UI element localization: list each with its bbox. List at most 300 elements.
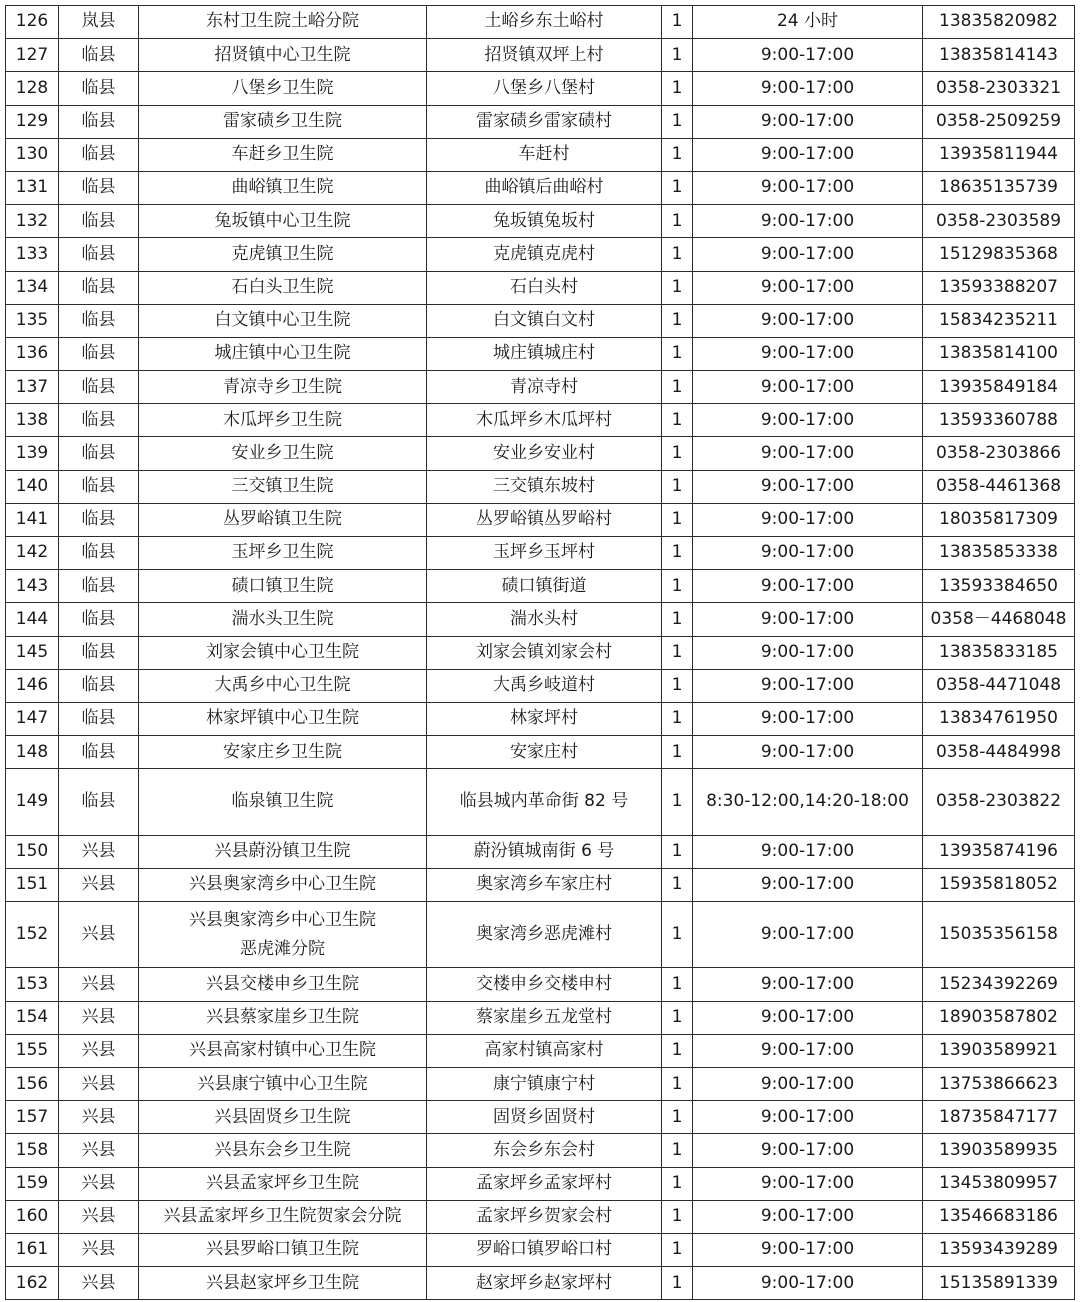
cell-address: 大禹乡岐道村 (427, 669, 662, 702)
cell-row-number: 160 (6, 1200, 59, 1233)
cell-row-number: 140 (6, 470, 59, 503)
cell-phone: 18035817309 (923, 503, 1075, 536)
table-row (6, 371, 1075, 404)
cell-county: 临县 (59, 404, 139, 437)
cell-county: 临县 (59, 371, 139, 404)
cell-hospital-name (139, 769, 427, 835)
table-row (6, 1001, 1075, 1034)
cell-row-number: 134 (6, 271, 59, 304)
cell-hospital-name (139, 1233, 427, 1266)
cell-row-number: 149 (6, 769, 59, 835)
table-row (6, 6, 1075, 39)
cell-phone: 18903587802 (923, 1001, 1075, 1034)
cell-phone: 13593388207 (923, 271, 1075, 304)
cell-service-hours: 8:30-12:00,14:20-18:00 (693, 769, 923, 835)
hospital-name-line: 兴县罗峪口镇卫生院 (206, 1239, 359, 1260)
hospital-name-line: 玉坪乡卫生院 (231, 542, 334, 563)
cell-address: 湍水头村 (427, 603, 662, 636)
hospital-name-line: 湍水头卫生院 (231, 608, 334, 629)
cell-row-number: 153 (6, 968, 59, 1001)
cell-address: 蔚汾镇城南街 6 号 (427, 835, 662, 868)
cell-service-hours: 9:00-17:00 (693, 39, 923, 72)
cell-county: 临县 (59, 138, 139, 171)
hospital-name-line: 克虎镇卫生院 (231, 243, 334, 264)
cell-address: 安业乡安业村 (427, 437, 662, 470)
cell-phone: 0358-2303822 (923, 769, 1075, 835)
cell-hospital-name (139, 6, 427, 39)
cell-count: 1 (662, 1034, 693, 1067)
cell-count: 1 (662, 1101, 693, 1134)
cell-county: 临县 (59, 337, 139, 370)
cell-county: 兴县 (59, 1267, 139, 1300)
cell-address: 玉坪乡玉坪村 (427, 537, 662, 570)
cell-county: 临县 (59, 72, 139, 105)
cell-address: 安家庄村 (427, 736, 662, 769)
cell-row-number: 136 (6, 337, 59, 370)
cell-address: 奥家湾乡恶虎滩村 (427, 902, 662, 968)
table-row (6, 503, 1075, 536)
cell-county: 临县 (59, 503, 139, 536)
cell-service-hours: 9:00-17:00 (693, 304, 923, 337)
cell-count: 1 (662, 1233, 693, 1266)
cell-hospital-name (139, 437, 427, 470)
cell-county: 临县 (59, 570, 139, 603)
cell-county: 兴县 (59, 1167, 139, 1200)
cell-address: 东会乡东会村 (427, 1134, 662, 1167)
hospital-name-line: 安家庄乡卫生院 (223, 741, 342, 762)
hospital-name-line: 兴县康宁镇中心卫生院 (197, 1073, 368, 1094)
cell-count: 1 (662, 868, 693, 901)
table-row (6, 1233, 1075, 1266)
cell-phone: 13834761950 (923, 702, 1075, 735)
cell-service-hours: 9:00-17:00 (693, 1134, 923, 1167)
cell-row-number: 155 (6, 1034, 59, 1067)
cell-county: 兴县 (59, 1001, 139, 1034)
cell-hospital-name (139, 171, 427, 204)
cell-count: 1 (662, 205, 693, 238)
hospital-name-line: 刘家会镇中心卫生院 (206, 642, 359, 663)
cell-count: 1 (662, 404, 693, 437)
cell-count: 1 (662, 1267, 693, 1300)
cell-hospital-name (139, 1134, 427, 1167)
cell-hospital-name (139, 603, 427, 636)
table-row (6, 669, 1075, 702)
cell-address: 林家坪村 (427, 702, 662, 735)
cell-hospital-name (139, 138, 427, 171)
cell-hospital-name (139, 337, 427, 370)
cell-count: 1 (662, 6, 693, 39)
cell-county: 临县 (59, 271, 139, 304)
table-row (6, 1167, 1075, 1200)
cell-county: 兴县 (59, 1034, 139, 1067)
hospital-name-line: 临泉镇卫生院 (231, 791, 334, 812)
cell-address: 克虎镇克虎村 (427, 238, 662, 271)
cell-service-hours: 9:00-17:00 (693, 537, 923, 570)
cell-service-hours: 9:00-17:00 (693, 404, 923, 437)
cell-hospital-name (139, 636, 427, 669)
cell-phone: 18735847177 (923, 1101, 1075, 1134)
cell-address: 青凉寺村 (427, 371, 662, 404)
cell-phone: 15129835368 (923, 238, 1075, 271)
cell-row-number: 154 (6, 1001, 59, 1034)
cell-hospital-name (139, 72, 427, 105)
cell-service-hours: 9:00-17:00 (693, 1233, 923, 1266)
cell-service-hours: 9:00-17:00 (693, 437, 923, 470)
cell-phone: 13835814143 (923, 39, 1075, 72)
cell-hospital-name (139, 205, 427, 238)
cell-count: 1 (662, 105, 693, 138)
table-row (6, 138, 1075, 171)
cell-count: 1 (662, 769, 693, 835)
hospital-name-line: 三交镇卫生院 (231, 476, 334, 497)
cell-service-hours: 9:00-17:00 (693, 503, 923, 536)
cell-service-hours: 9:00-17:00 (693, 868, 923, 901)
hospital-table (5, 5, 1075, 1300)
table-row (6, 1034, 1075, 1067)
cell-hospital-name (139, 503, 427, 536)
cell-row-number: 161 (6, 1233, 59, 1266)
cell-row-number: 129 (6, 105, 59, 138)
cell-count: 1 (662, 171, 693, 204)
cell-row-number: 126 (6, 6, 59, 39)
hospital-name-line: 兴县交楼申乡卫生院 (206, 973, 359, 994)
cell-hospital-name (139, 669, 427, 702)
cell-phone: 0358-4471048 (923, 669, 1075, 702)
cell-address: 交楼申乡交楼申村 (427, 968, 662, 1001)
cell-hospital-name (139, 968, 427, 1001)
cell-phone: 13546683186 (923, 1200, 1075, 1233)
table-row (6, 238, 1075, 271)
cell-count: 1 (662, 570, 693, 603)
cell-service-hours: 9:00-17:00 (693, 1101, 923, 1134)
hospital-name-line: 招贤镇中心卫生院 (214, 44, 351, 65)
cell-phone: 15234392269 (923, 968, 1075, 1001)
cell-address: 招贤镇双坪上村 (427, 39, 662, 72)
cell-phone: 0358-2303866 (923, 437, 1075, 470)
cell-service-hours: 9:00-17:00 (693, 1200, 923, 1233)
cell-row-number: 142 (6, 537, 59, 570)
hospital-name-line: 石白头卫生院 (231, 276, 334, 297)
cell-service-hours: 9:00-17:00 (693, 1167, 923, 1200)
cell-phone: 13835814100 (923, 337, 1075, 370)
cell-count: 1 (662, 371, 693, 404)
cell-address: 曲峪镇后曲峪村 (427, 171, 662, 204)
hospital-name-line: 兴县蔡家崖乡卫生院 (206, 1007, 359, 1028)
cell-address: 雷家碛乡雷家碛村 (427, 105, 662, 138)
hospital-name-line: 大禹乡中心卫生院 (214, 675, 351, 696)
table-row (6, 769, 1075, 835)
cell-phone: 13903589935 (923, 1134, 1075, 1167)
cell-hospital-name (139, 1267, 427, 1300)
cell-county: 兴县 (59, 835, 139, 868)
cell-address: 赵家坪乡赵家坪村 (427, 1267, 662, 1300)
cell-hospital-name (139, 1101, 427, 1134)
hospital-name-line: 白文镇中心卫生院 (214, 310, 351, 331)
table-body (6, 6, 1075, 1300)
cell-count: 1 (662, 304, 693, 337)
cell-phone: 0358-2509259 (923, 105, 1075, 138)
cell-address: 碛口镇街道 (427, 570, 662, 603)
hospital-name-line: 雷家碛乡卫生院 (223, 111, 342, 132)
cell-county: 兴县 (59, 968, 139, 1001)
table-row (6, 968, 1075, 1001)
cell-count: 1 (662, 902, 693, 968)
table-row (6, 470, 1075, 503)
cell-county: 兴县 (59, 1200, 139, 1233)
cell-phone: 13935874196 (923, 835, 1075, 868)
cell-county: 兴县 (59, 1233, 139, 1266)
cell-service-hours: 9:00-17:00 (693, 902, 923, 968)
cell-hospital-name (139, 1034, 427, 1067)
cell-hospital-name (139, 105, 427, 138)
hospital-name-line: 木瓜坪乡卫生院 (223, 409, 342, 430)
table-row (6, 736, 1075, 769)
hospital-name-line: 丛罗峪镇卫生院 (223, 509, 342, 530)
hospital-name-line: 碛口镇卫生院 (231, 575, 334, 596)
cell-address: 城庄镇城庄村 (427, 337, 662, 370)
cell-county: 临县 (59, 736, 139, 769)
cell-phone: 0358-4484998 (923, 736, 1075, 769)
cell-row-number: 146 (6, 669, 59, 702)
cell-count: 1 (662, 470, 693, 503)
cell-address: 白文镇白文村 (427, 304, 662, 337)
hospital-name-line: 兴县赵家坪乡卫生院 (206, 1272, 359, 1293)
cell-county: 兴县 (59, 902, 139, 968)
table-row (6, 1134, 1075, 1167)
cell-count: 1 (662, 503, 693, 536)
cell-count: 1 (662, 603, 693, 636)
cell-county: 兴县 (59, 1068, 139, 1101)
cell-phone: 13935811944 (923, 138, 1075, 171)
table-row (6, 603, 1075, 636)
hospital-name-line: 兴县蔚汾镇卫生院 (214, 841, 351, 862)
cell-address: 兔坂镇兔坂村 (427, 205, 662, 238)
cell-row-number: 133 (6, 238, 59, 271)
cell-count: 1 (662, 1134, 693, 1167)
table-row (6, 337, 1075, 370)
cell-count: 1 (662, 1167, 693, 1200)
cell-hospital-name (139, 1167, 427, 1200)
cell-address: 临县城内革命街 82 号 (427, 769, 662, 835)
cell-count: 1 (662, 636, 693, 669)
hospital-name-line: 曲峪镇卫生院 (231, 177, 334, 198)
cell-hospital-name (139, 835, 427, 868)
cell-county: 临县 (59, 238, 139, 271)
cell-hospital-name (139, 736, 427, 769)
cell-phone: 13593384650 (923, 570, 1075, 603)
cell-address: 孟家坪乡孟家坪村 (427, 1167, 662, 1200)
cell-count: 1 (662, 669, 693, 702)
hospital-name-line-2: 恶虎滩分院 (240, 938, 325, 959)
cell-row-number: 162 (6, 1267, 59, 1300)
cell-county: 临县 (59, 437, 139, 470)
cell-hospital-name (139, 868, 427, 901)
cell-hospital-name (139, 1068, 427, 1101)
cell-hospital-name (139, 404, 427, 437)
hospital-name-line: 兴县高家村镇中心卫生院 (189, 1040, 376, 1061)
cell-row-number: 131 (6, 171, 59, 204)
table-row (6, 105, 1075, 138)
table-row (6, 902, 1075, 968)
cell-service-hours: 9:00-17:00 (693, 171, 923, 204)
cell-count: 1 (662, 1200, 693, 1233)
cell-row-number: 152 (6, 902, 59, 968)
table-row (6, 868, 1075, 901)
cell-service-hours: 9:00-17:00 (693, 1001, 923, 1034)
table-row (6, 72, 1075, 105)
cell-county: 临县 (59, 669, 139, 702)
cell-phone: 13835833185 (923, 636, 1075, 669)
cell-phone: 15035356158 (923, 902, 1075, 968)
cell-county: 临县 (59, 769, 139, 835)
table-row (6, 437, 1075, 470)
cell-service-hours: 9:00-17:00 (693, 205, 923, 238)
hospital-name-line: 东村卫生院土峪分院 (206, 11, 359, 32)
cell-count: 1 (662, 72, 693, 105)
cell-phone: 15135891339 (923, 1267, 1075, 1300)
cell-count: 1 (662, 702, 693, 735)
table-row (6, 1101, 1075, 1134)
cell-county: 临县 (59, 205, 139, 238)
cell-service-hours: 9:00-17:00 (693, 72, 923, 105)
cell-phone: 0358－4468048 (923, 603, 1075, 636)
cell-service-hours: 9:00-17:00 (693, 835, 923, 868)
cell-address: 石白头村 (427, 271, 662, 304)
cell-phone: 0358-2303589 (923, 205, 1075, 238)
cell-row-number: 144 (6, 603, 59, 636)
cell-phone: 13835853338 (923, 537, 1075, 570)
table-row (6, 171, 1075, 204)
cell-hospital-name (139, 304, 427, 337)
cell-row-number: 139 (6, 437, 59, 470)
cell-county: 兴县 (59, 1101, 139, 1134)
cell-count: 1 (662, 337, 693, 370)
table-row (6, 537, 1075, 570)
cell-hospital-name (139, 537, 427, 570)
cell-count: 1 (662, 238, 693, 271)
cell-phone: 15834235211 (923, 304, 1075, 337)
cell-address: 丛罗峪镇丛罗峪村 (427, 503, 662, 536)
cell-service-hours: 9:00-17:00 (693, 736, 923, 769)
cell-phone: 13835820982 (923, 6, 1075, 39)
cell-row-number: 135 (6, 304, 59, 337)
cell-row-number: 159 (6, 1167, 59, 1200)
table-row (6, 835, 1075, 868)
hospital-name-line: 八堡乡卫生院 (231, 77, 334, 98)
table-row (6, 1200, 1075, 1233)
cell-row-number: 156 (6, 1068, 59, 1101)
hospital-name-line: 安业乡卫生院 (231, 442, 334, 463)
cell-address: 蔡家崖乡五龙堂村 (427, 1001, 662, 1034)
cell-address: 孟家坪乡贺家会村 (427, 1200, 662, 1233)
cell-hospital-name (139, 570, 427, 603)
cell-address: 高家村镇高家村 (427, 1034, 662, 1067)
cell-service-hours: 9:00-17:00 (693, 371, 923, 404)
table-row (6, 570, 1075, 603)
table-row (6, 1267, 1075, 1300)
cell-row-number: 137 (6, 371, 59, 404)
cell-county: 临县 (59, 636, 139, 669)
cell-county: 兴县 (59, 1134, 139, 1167)
cell-address: 木瓜坪乡木瓜坪村 (427, 404, 662, 437)
hospital-name-line: 兴县孟家坪乡卫生院 (206, 1173, 359, 1194)
cell-count: 1 (662, 437, 693, 470)
cell-hospital-name (139, 1001, 427, 1034)
hospital-name-line: 城庄镇中心卫生院 (214, 343, 351, 364)
cell-address: 康宁镇康宁村 (427, 1068, 662, 1101)
cell-row-number: 130 (6, 138, 59, 171)
cell-address: 固贤乡固贤村 (427, 1101, 662, 1134)
hospital-name-line: 兔坂镇中心卫生院 (214, 210, 351, 231)
hospital-name-line: 兴县东会乡卫生院 (214, 1139, 351, 1160)
cell-row-number: 128 (6, 72, 59, 105)
table-row (6, 271, 1075, 304)
cell-hospital-name (139, 1200, 427, 1233)
table-row (6, 1068, 1075, 1101)
cell-count: 1 (662, 736, 693, 769)
cell-phone: 13753866623 (923, 1068, 1075, 1101)
cell-count: 1 (662, 1068, 693, 1101)
cell-count: 1 (662, 835, 693, 868)
cell-address: 刘家会镇刘家会村 (427, 636, 662, 669)
cell-service-hours: 9:00-17:00 (693, 470, 923, 503)
cell-row-number: 151 (6, 868, 59, 901)
cell-phone: 13453809957 (923, 1167, 1075, 1200)
cell-service-hours: 9:00-17:00 (693, 1068, 923, 1101)
table-row (6, 39, 1075, 72)
cell-service-hours: 9:00-17:00 (693, 138, 923, 171)
cell-county: 岚县 (59, 6, 139, 39)
cell-county: 临县 (59, 702, 139, 735)
cell-address: 奥家湾乡车家庄村 (427, 868, 662, 901)
cell-phone: 0358-2303321 (923, 72, 1075, 105)
cell-phone: 13593439289 (923, 1233, 1075, 1266)
cell-service-hours: 9:00-17:00 (693, 1267, 923, 1300)
cell-county: 临县 (59, 470, 139, 503)
cell-phone: 13593360788 (923, 404, 1075, 437)
hospital-name-line: 兴县孟家坪乡卫生院贺家会分院 (163, 1206, 402, 1227)
cell-service-hours: 9:00-17:00 (693, 337, 923, 370)
cell-hospital-name (139, 271, 427, 304)
hospital-name-line: 兴县奥家湾乡中心卫生院 (189, 874, 376, 895)
cell-row-number: 145 (6, 636, 59, 669)
cell-count: 1 (662, 1001, 693, 1034)
cell-count: 1 (662, 968, 693, 1001)
cell-service-hours: 9:00-17:00 (693, 271, 923, 304)
cell-address: 罗峪口镇罗峪口村 (427, 1233, 662, 1266)
cell-count: 1 (662, 39, 693, 72)
hospital-name-line: 青凉寺乡卫生院 (223, 376, 342, 397)
cell-phone: 15935818052 (923, 868, 1075, 901)
cell-service-hours: 9:00-17:00 (693, 968, 923, 1001)
hospital-name-line: 林家坪镇中心卫生院 (206, 708, 359, 729)
cell-address: 八堡乡八堡村 (427, 72, 662, 105)
cell-row-number: 141 (6, 503, 59, 536)
cell-row-number: 157 (6, 1101, 59, 1134)
cell-county: 临县 (59, 603, 139, 636)
cell-service-hours: 9:00-17:00 (693, 238, 923, 271)
cell-row-number: 138 (6, 404, 59, 437)
cell-address: 土峪乡东土峪村 (427, 6, 662, 39)
cell-row-number: 143 (6, 570, 59, 603)
table-row (6, 304, 1075, 337)
hospital-name-line: 车赶乡卫生院 (231, 144, 334, 165)
cell-row-number: 158 (6, 1134, 59, 1167)
cell-phone: 13935849184 (923, 371, 1075, 404)
table-row (6, 205, 1075, 238)
cell-row-number: 132 (6, 205, 59, 238)
cell-phone: 0358-4461368 (923, 470, 1075, 503)
